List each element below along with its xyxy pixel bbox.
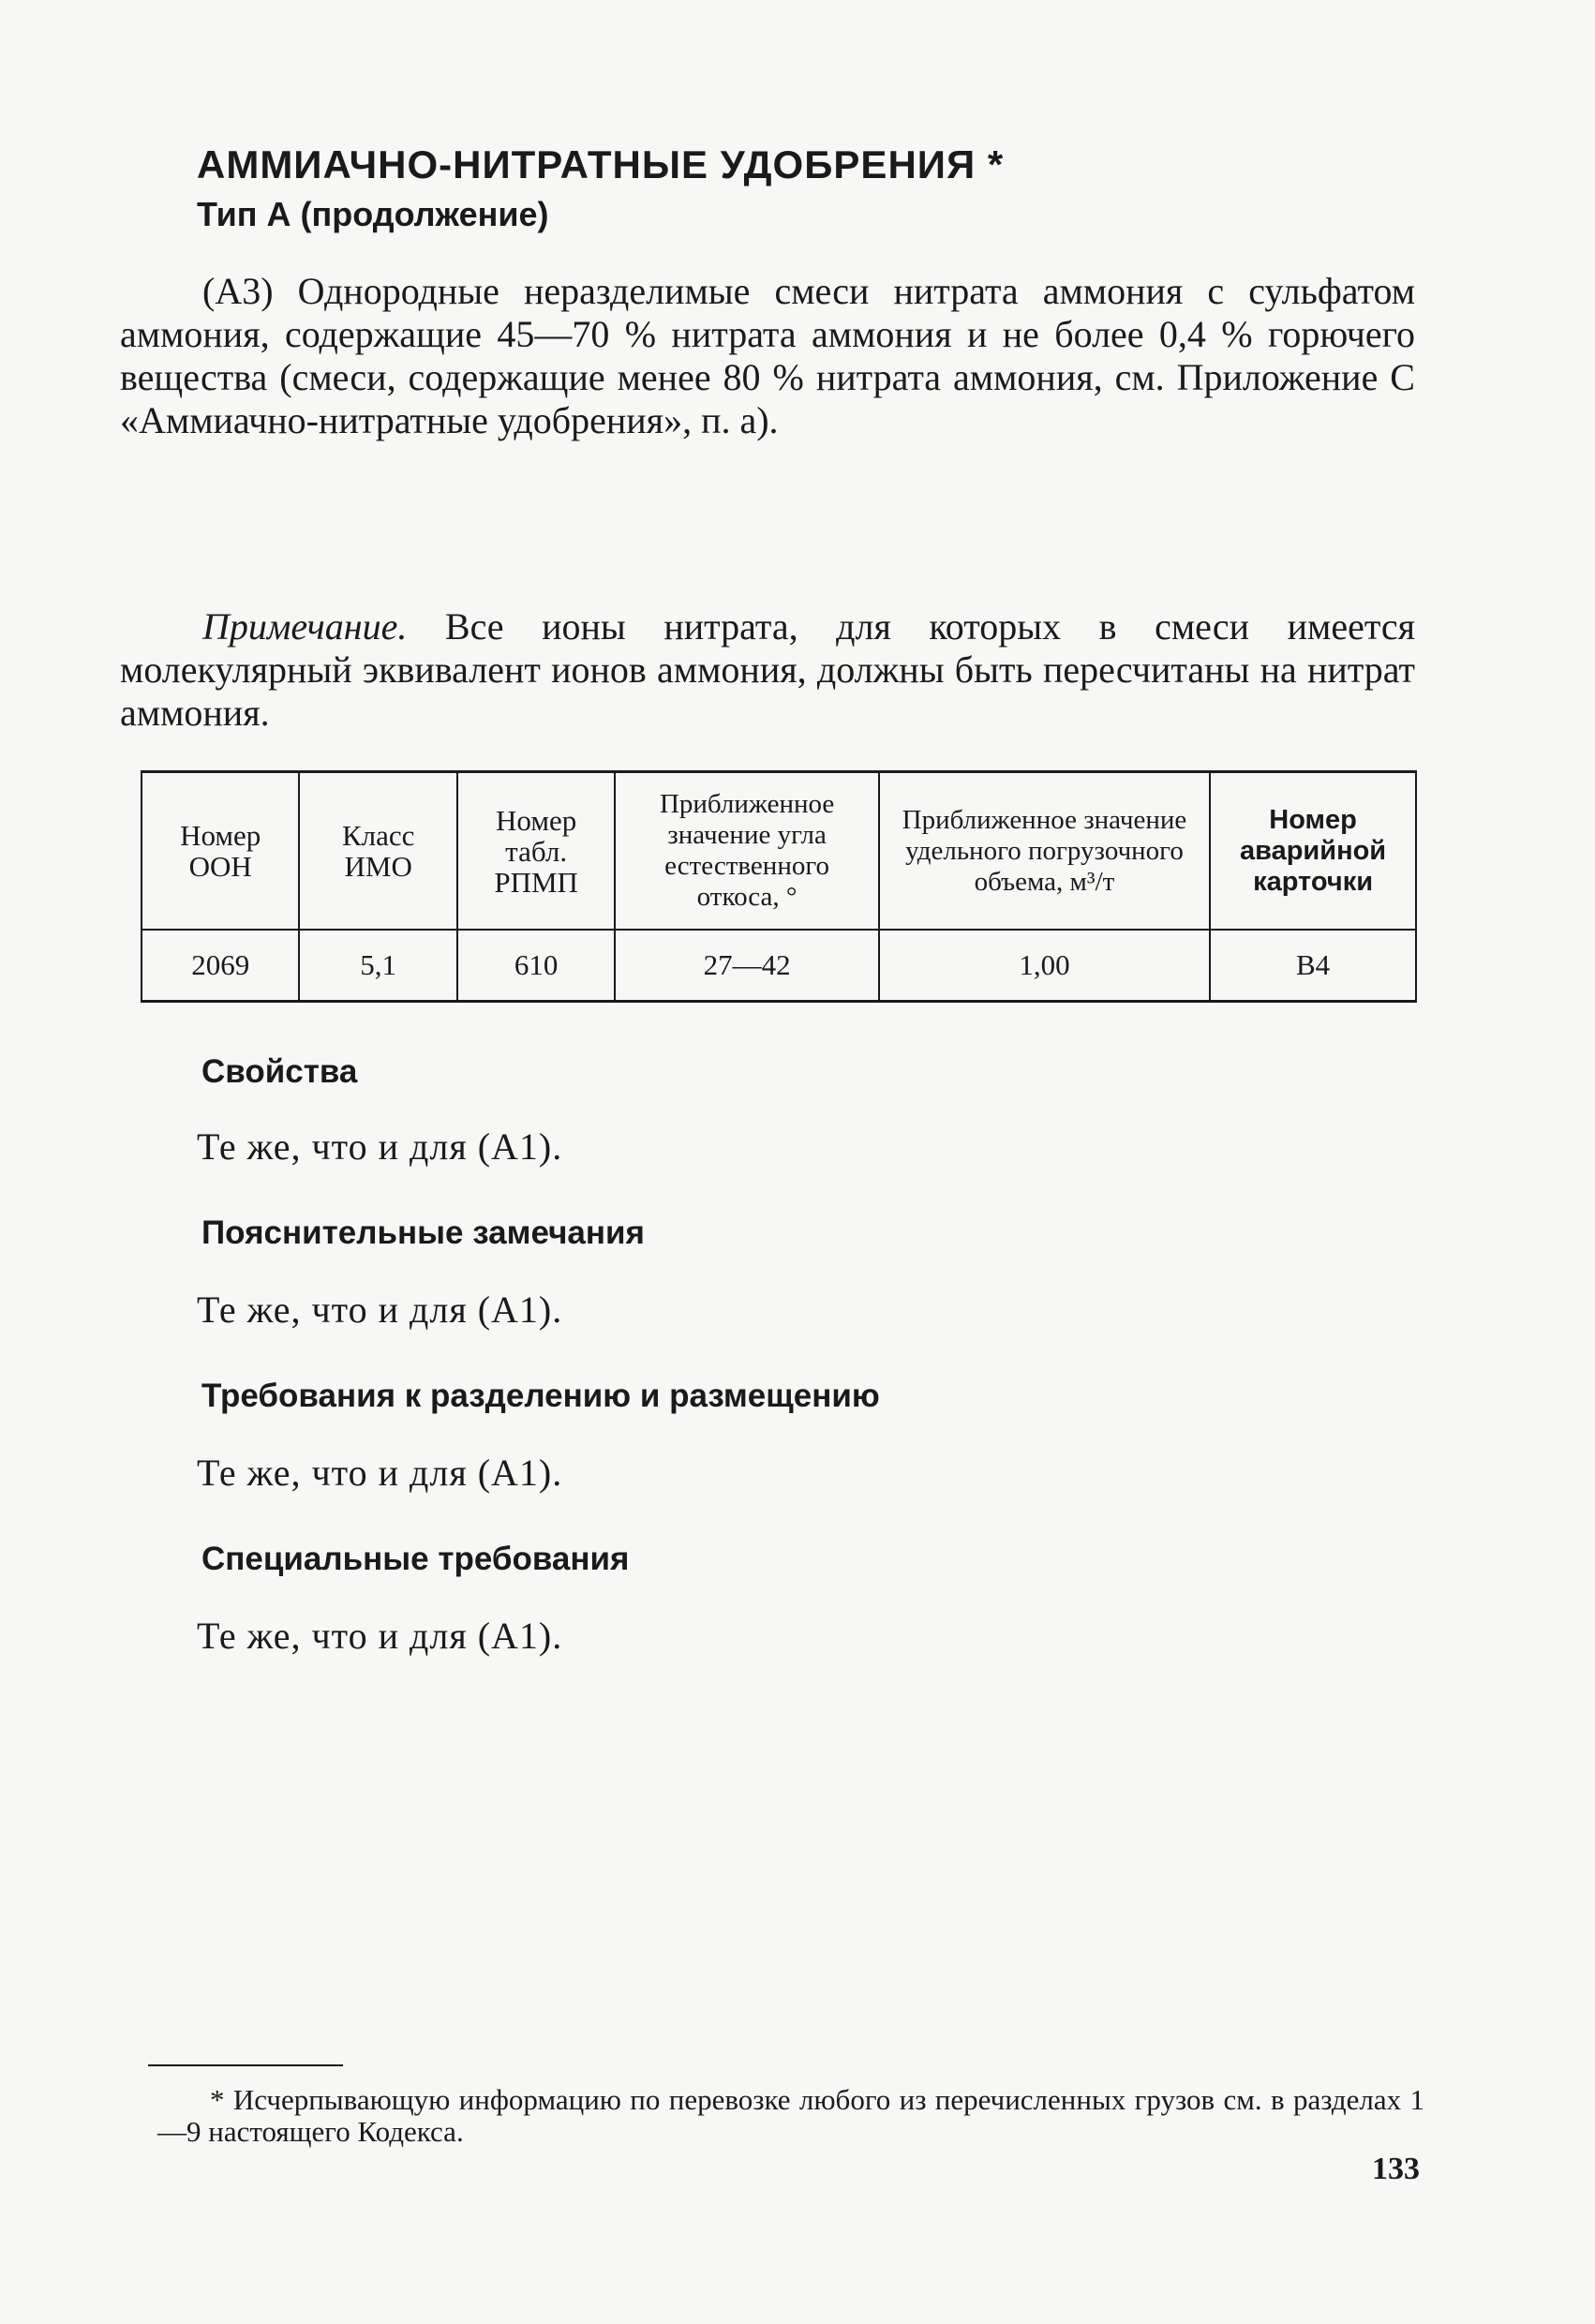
section-heading-special: Специальные требования	[201, 1541, 630, 1577]
section-heading-remarks: Пояснительные замечания	[201, 1214, 645, 1251]
section-text-properties: Те же, что и для (А1).	[197, 1125, 563, 1168]
header-table-number: Номер табл. РПМП	[457, 772, 615, 931]
section-text-segregation: Те же, что и для (А1).	[197, 1452, 563, 1494]
header-imo-class: Класс ИМО	[299, 772, 456, 931]
table-header-row	[142, 772, 1416, 931]
header-angle-of-repose: Приближенное значение угла естественного откоса, °	[615, 772, 878, 931]
header-emergency-card: Номер аварийной карточки	[1210, 772, 1416, 931]
footnote-divider	[148, 2064, 343, 2066]
section-text-special: Те же, что и для (А1).	[197, 1615, 563, 1657]
section-heading-segregation: Требования к разделению и размещению	[201, 1378, 880, 1414]
section-text-remarks: Те же, что и для (А1).	[197, 1289, 563, 1331]
section-heading-properties: Свойства	[201, 1053, 358, 1090]
page-title: АММИАЧНО-НИТРАТНЫЕ УДОБРЕНИЯ *	[197, 142, 1005, 186]
footnote: * Исчерпывающую информацию по перевозке любого из перечисленных грузов см. в разделах 1—9 настоящего Кодекса.	[157, 2083, 1424, 2148]
cell-emergency-card: В4	[1210, 930, 1416, 1002]
header-stowage-factor: Приближенное значение удельного погрузочного объема, м³/т	[879, 772, 1210, 931]
cell-angle-of-repose: 27—42	[615, 930, 878, 1002]
paragraph-a3: (А3) Однородные неразделимые смеси нитрата аммония с сульфатом аммония, содержащие 45—70 % нитрата аммония и не более 0,4 % горючего вещества (смеси, содержащие менее 80 % нитрата аммония, см. Приложение С «Аммиачно-нитратные удобрения», п. а).	[120, 270, 1415, 441]
cell-table-number: 610	[457, 930, 615, 1002]
cargo-table	[141, 770, 1417, 1003]
note-paragraph	[120, 605, 1415, 735]
page-number: 133	[1372, 2152, 1420, 2186]
note-label: Примечание.	[202, 605, 408, 648]
cell-imo-class: 5,1	[299, 930, 456, 1002]
page-subtitle: Тип А (продолжение)	[197, 195, 549, 233]
cell-stowage-factor: 1,00	[879, 930, 1210, 1002]
header-un-number: Номер ООН	[142, 772, 299, 931]
cell-un-number: 2069	[142, 930, 299, 1002]
note-text: Все ионы нитрата, для которых в смеси имеется молекулярный эквивалент ионов аммония, должны быть пересчитаны на нитрат аммония.	[120, 605, 1415, 734]
table-row	[142, 930, 1416, 1002]
